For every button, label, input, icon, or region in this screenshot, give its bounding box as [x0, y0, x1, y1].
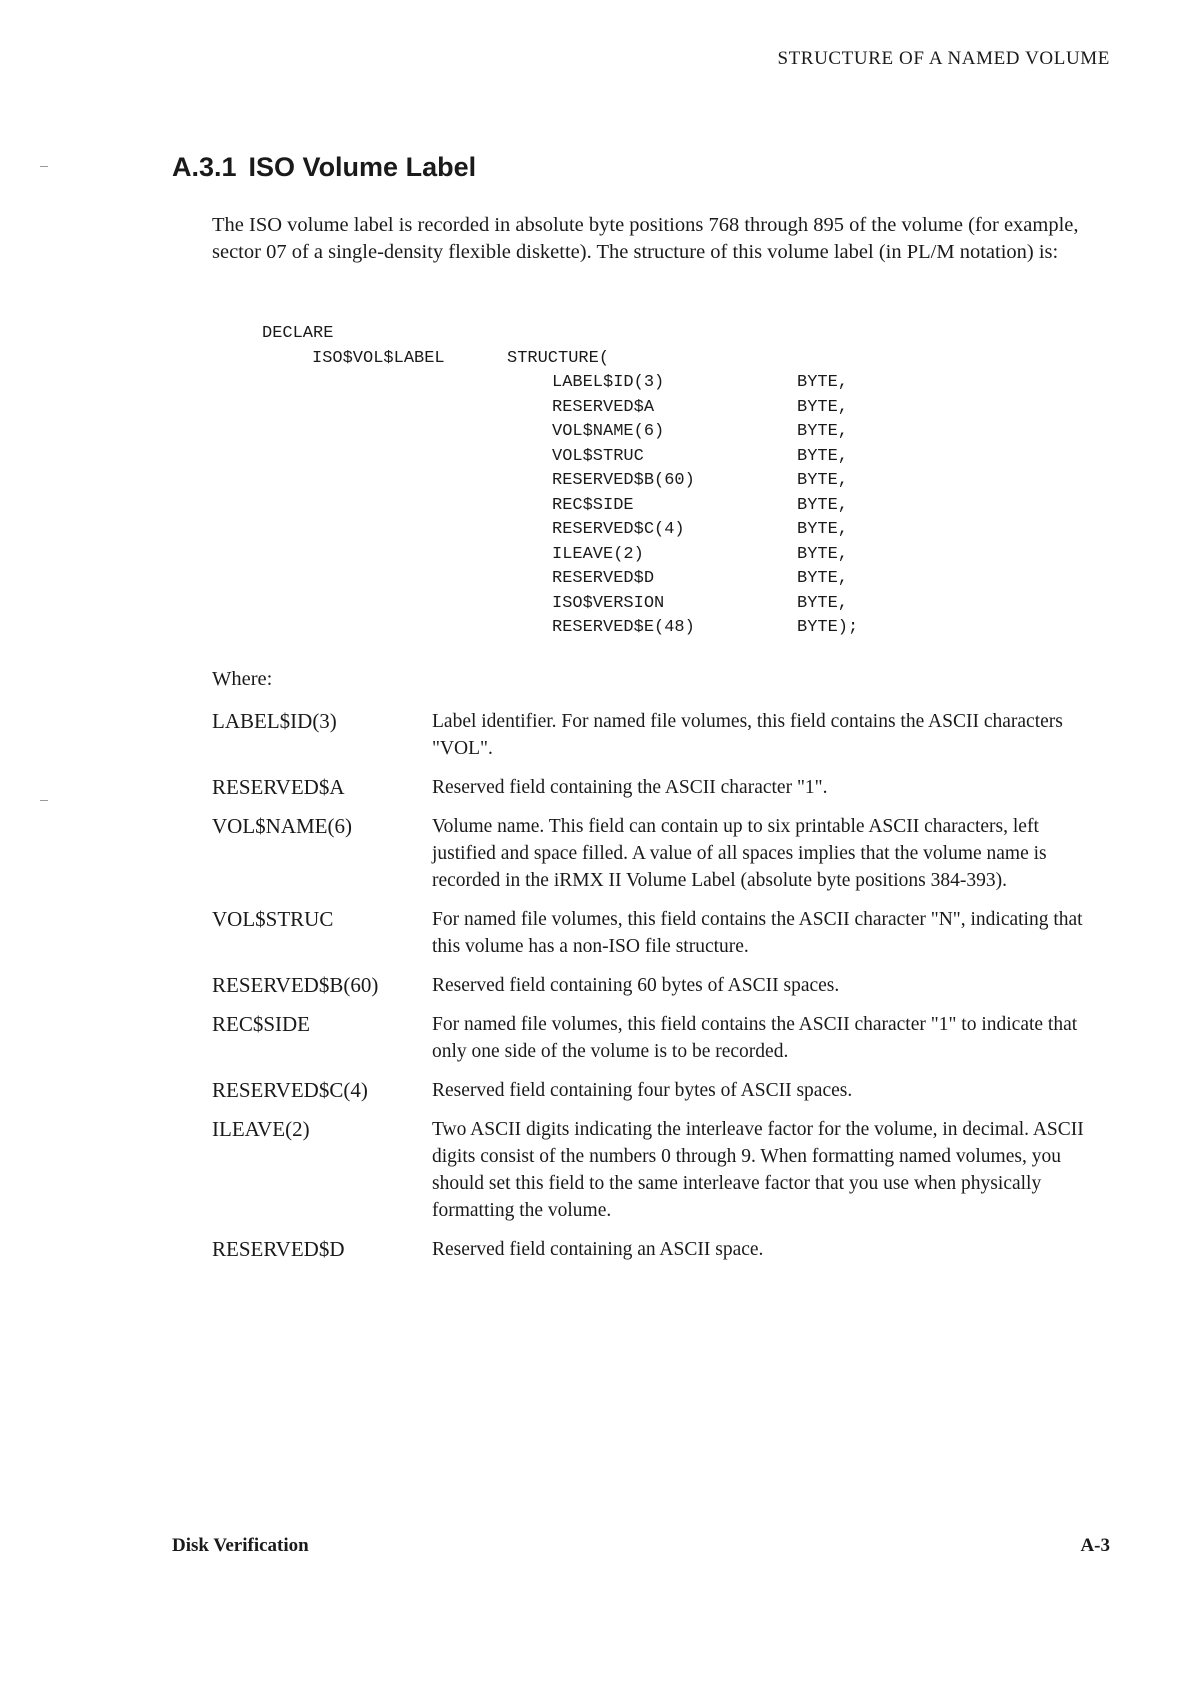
- definition-item: [212, 1116, 1092, 1224]
- struct-field: [262, 518, 858, 543]
- intro-paragraph: The ISO volume label is recorded in absolute byte positions 768 through 895 of the volume (for example, sector 07 of a single-density flexible diskette). The structure of this volume label (in PL/M notation) is:: [212, 214, 1079, 263]
- field-type: BYTE,: [797, 593, 849, 613]
- definition-item: [212, 774, 1092, 801]
- definition-item: [212, 906, 1092, 960]
- field-name: RESERVED$D: [552, 569, 655, 588]
- definition-term: LABEL$ID(3): [212, 709, 337, 733]
- field-name: RESERVED$E(48): [552, 618, 695, 637]
- struct-line: [262, 347, 858, 372]
- definition-description: Reserved field containing 60 bytes of ASCII spaces.: [432, 975, 840, 996]
- definition-item: [212, 1077, 1092, 1104]
- footer-page-number: A-3: [1080, 1535, 1110, 1556]
- field-type: BYTE,: [797, 397, 849, 417]
- section-heading: [172, 152, 476, 183]
- definition-item: [212, 972, 1092, 999]
- field-type: BYTE,: [797, 373, 849, 392]
- struct-field: [262, 616, 858, 641]
- field-name: REC$SIDE: [552, 495, 634, 515]
- definition-description: For named file volumes, this field contains the ASCII character "1" to indicate that only one side of the volume is to be recorded.: [432, 1014, 1078, 1062]
- field-type: BYTE);: [797, 618, 859, 637]
- struct-field: [262, 396, 858, 421]
- field-type: BYTE,: [797, 495, 849, 515]
- definition-term: VOL$STRUC: [212, 907, 334, 931]
- definition-description: Label identifier. For named file volumes, this field contains the ASCII characters "VOL".: [432, 711, 1063, 759]
- definition-term: RESERVED$A: [212, 775, 345, 799]
- definition-description: Volume name. This field can contain up to six printable ASCII characters, left justified and space filled. A value of all spaces implies that the volume name is recorded in the iRMX II Volume Label (absolute byte positions 384-393).: [432, 816, 1047, 891]
- footer-manual-title: Disk Verification: [172, 1535, 309, 1556]
- struct-field: [262, 567, 858, 592]
- definition-term: RESERVED$D: [212, 1237, 345, 1261]
- struct-keyword: STRUCTURE(: [507, 348, 610, 368]
- definition-description: Reserved field containing four bytes of ASCII spaces.: [432, 1080, 853, 1101]
- field-name: LABEL$ID(3): [552, 373, 665, 392]
- struct-field: [262, 371, 858, 396]
- section-number: A.3.1: [172, 152, 237, 182]
- definition-term: ILEAVE(2): [212, 1117, 310, 1141]
- definition-term: RESERVED$B(60): [212, 973, 379, 997]
- scan-margin-mark: [40, 800, 48, 801]
- definition-list: [212, 708, 1092, 1275]
- field-type: BYTE,: [797, 544, 849, 564]
- running-header: STRUCTURE OF A NAMED VOLUME: [777, 48, 1110, 69]
- definition-term: REC$SIDE: [212, 1012, 311, 1036]
- definition-item: [212, 708, 1092, 762]
- field-name: RESERVED$A: [552, 397, 655, 417]
- definition-term: RESERVED$C(4): [212, 1078, 368, 1102]
- field-type: BYTE,: [797, 569, 849, 588]
- scan-margin-mark: [40, 166, 48, 167]
- section-title: ISO Volume Label: [248, 152, 477, 182]
- field-type: BYTE,: [797, 422, 849, 441]
- field-name: ILEAVE(2): [552, 544, 644, 564]
- struct-field: [262, 469, 858, 494]
- field-name: VOL$STRUC: [552, 446, 644, 466]
- field-name: RESERVED$B(60): [552, 471, 695, 490]
- struct-field: [262, 420, 858, 445]
- declare-keyword: DECLARE: [262, 324, 334, 343]
- definition-description: Reserved field containing the ASCII character "1".: [432, 777, 828, 798]
- struct-field: [262, 494, 858, 519]
- struct-field: [262, 592, 858, 617]
- definition-description: For named file volumes, this field contains the ASCII character "N", indicating that this volume has a non-ISO file structure.: [432, 909, 1083, 957]
- definition-term: VOL$NAME(6): [212, 814, 352, 838]
- field-name: VOL$NAME(6): [552, 422, 665, 441]
- definition-item: [212, 1236, 1092, 1263]
- plm-declaration: [262, 322, 858, 641]
- field-name: ISO$VERSION: [552, 593, 665, 613]
- definition-description: Reserved field containing an ASCII space.: [432, 1239, 764, 1260]
- field-type: BYTE,: [797, 471, 849, 490]
- definition-description: Two ASCII digits indicating the interleave factor for the volume, in decimal. ASCII digits consist of the numbers 0 through 9. When formatting named volumes, you should set this field to the same interleave factor that you use when physically formatting the volume.: [432, 1119, 1084, 1221]
- definition-item: [212, 813, 1092, 894]
- where-label: Where:: [212, 668, 273, 690]
- field-name: RESERVED$C(4): [552, 520, 685, 539]
- struct-name: ISO$VOL$LABEL: [312, 348, 445, 368]
- struct-field: [262, 445, 858, 470]
- definition-item: [212, 1011, 1092, 1065]
- field-type: BYTE,: [797, 446, 849, 466]
- field-type: BYTE,: [797, 520, 849, 539]
- struct-field: [262, 543, 858, 568]
